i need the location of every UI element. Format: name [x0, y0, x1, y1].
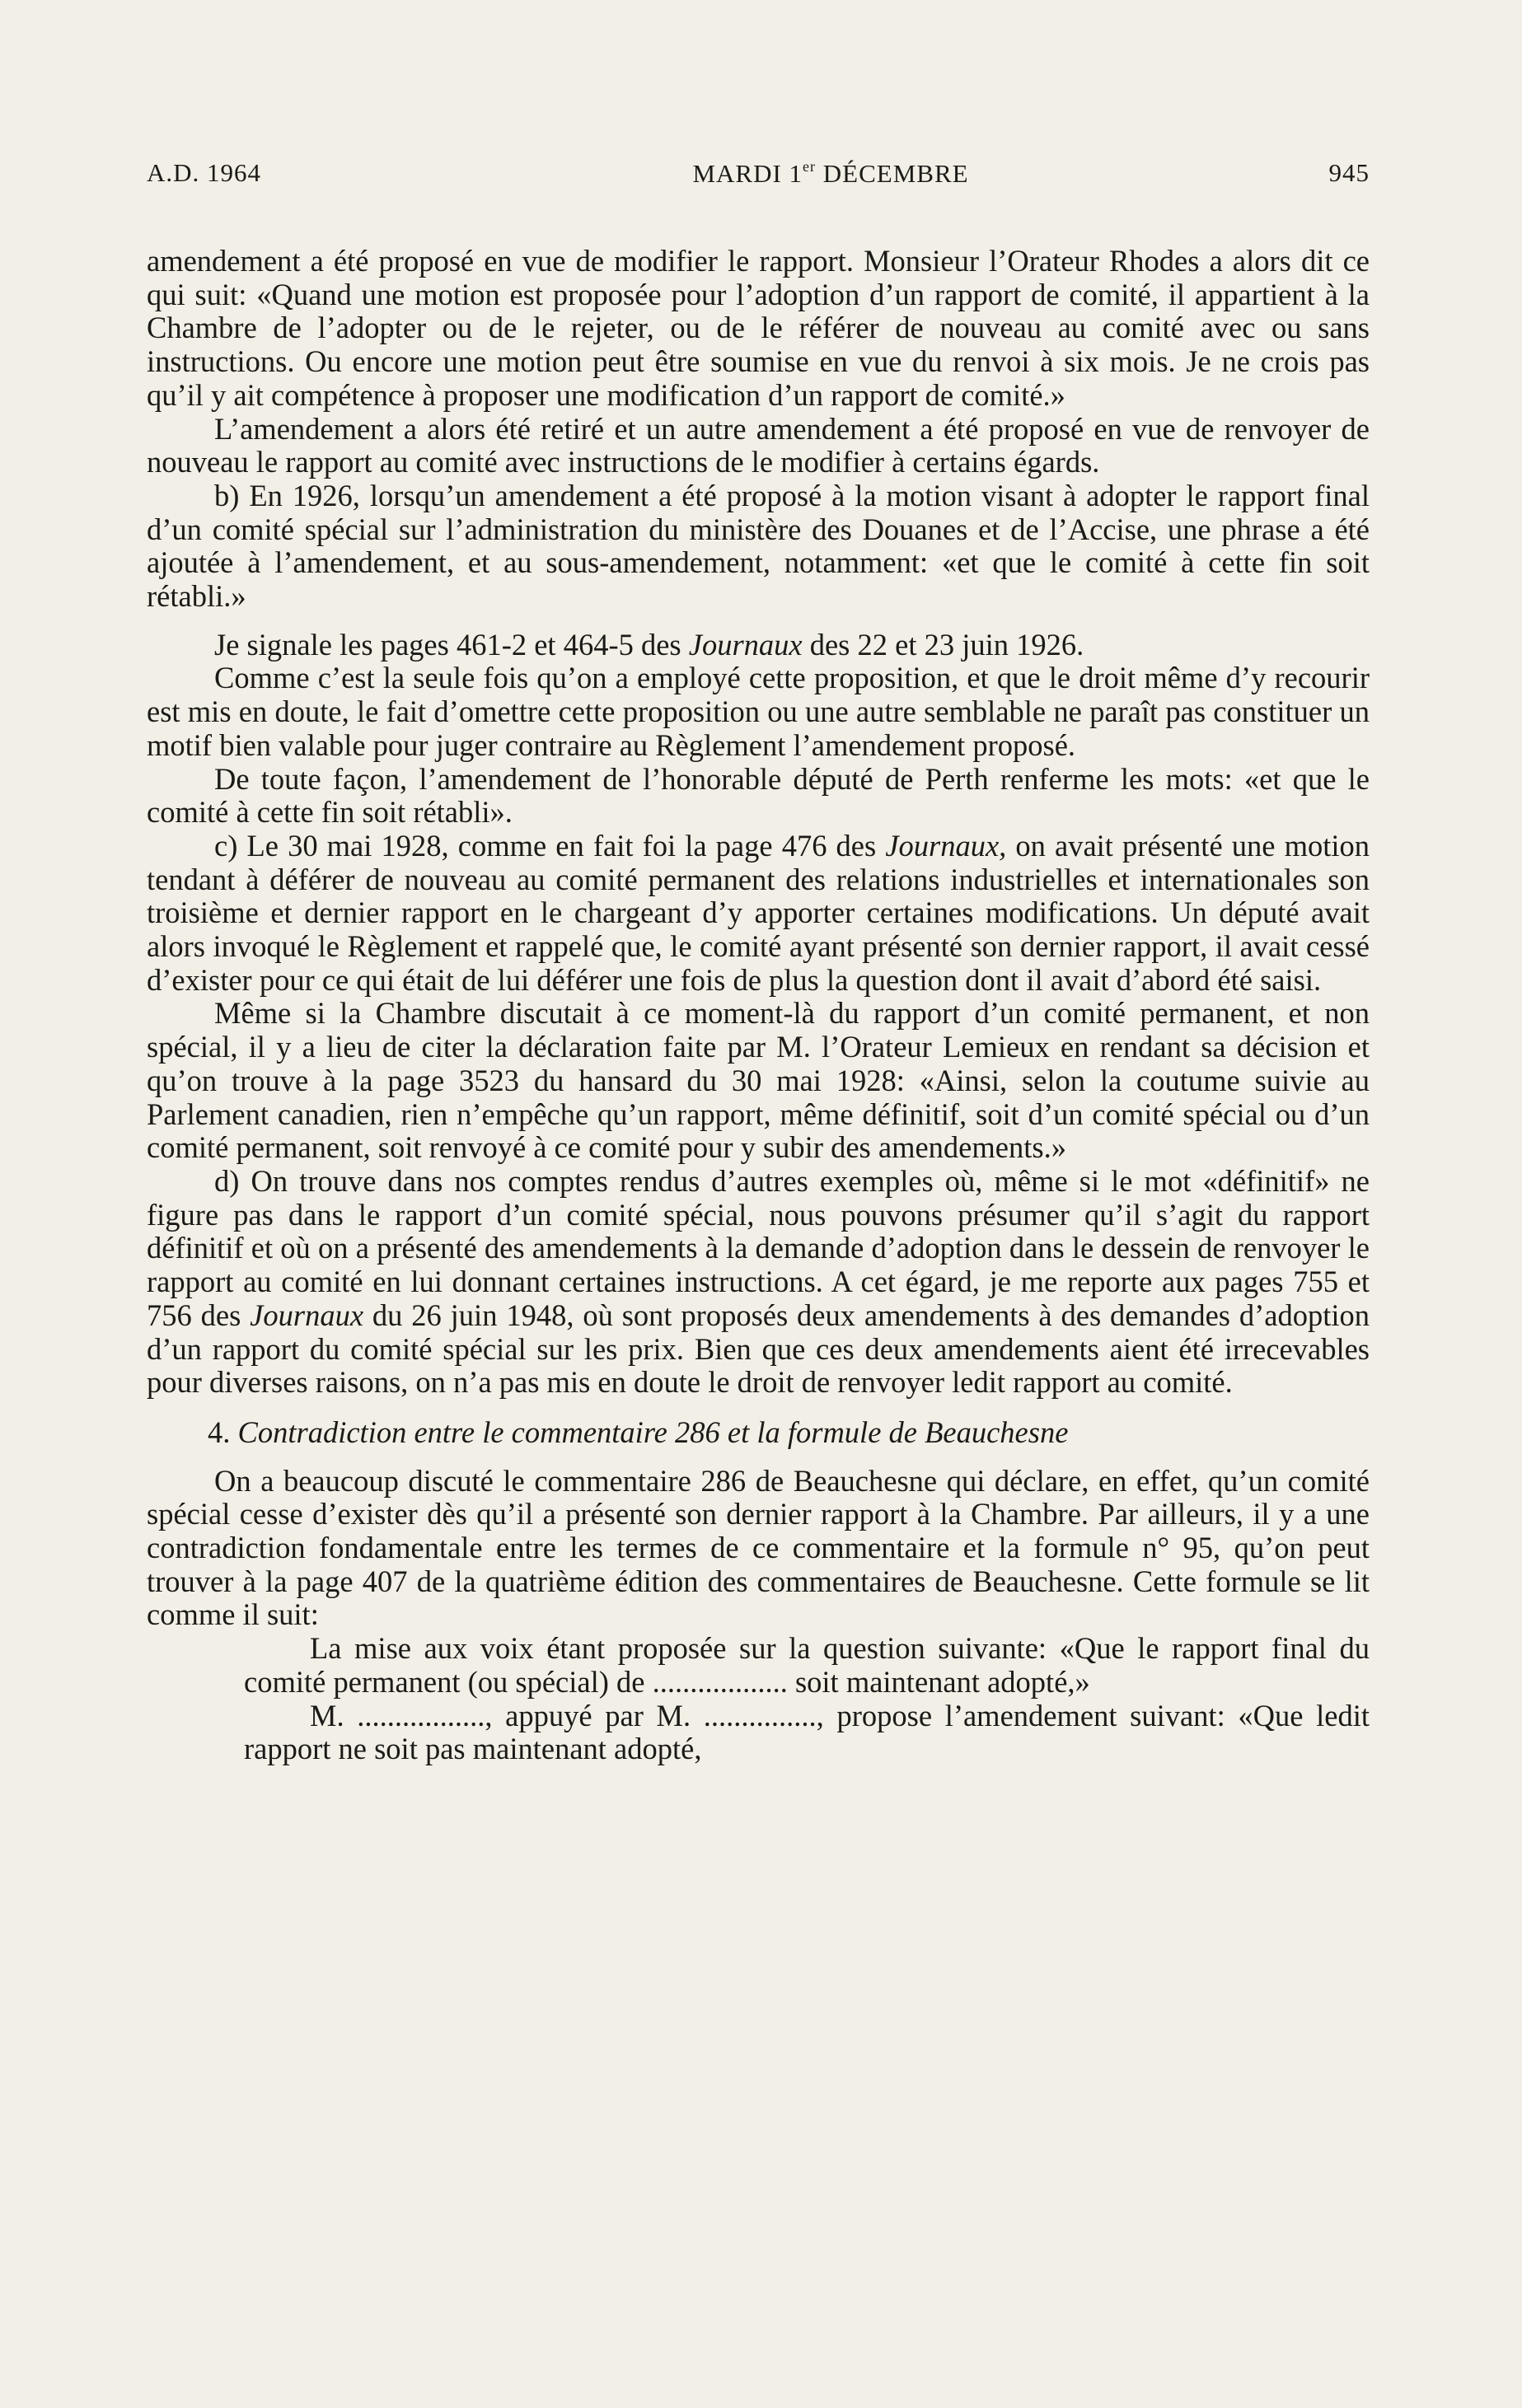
- paragraph-4: [147, 629, 1370, 662]
- paragraph-6: De toute façon, l’amendement de l’honorable député de Perth renferme les mots: «et que le comité à cette fin soit rétabli».: [147, 761, 1370, 830]
- paragraph-4-a: Je signale les pages 461-2 et 464-5 des: [214, 627, 689, 662]
- paragraph-2: L’amendement a alors été retiré et un autre amendement a été proposé en vue de renvoyer de nouveau le rapport au comité avec instructions de le modifier à certains égards.: [147, 411, 1370, 479]
- header-date-day: MARDI 1: [692, 159, 803, 188]
- section-heading: [147, 1416, 1370, 1450]
- paragraph-1: amendement a été proposé en vue de modifier le rapport. Monsieur l’Orateur Rhodes a alors dit ce qui suit: «Quand une motion est proposée pour l’adoption d’un rapport de comité, il appartient à la Chambre de l’adopter ou de le rejeter, ou de le référer de nouveau au comité avec ou sans instructions. Ou encore une motion peut être soumise en vue du renvoi à six mois. Je ne crois pas qu’il y ait compétence à proposer une modification d’un rapport de comité.»: [147, 244, 1370, 412]
- paragraph-8: Même si la Chambre discutait à ce moment-là du rapport d’un comité permanent, et non spécial, il y a lieu de citer la déclaration faite par M. l’Orateur Lemieux en rendant sa décision et qu’on trouve à la page 3523 du hansard du 30 mai 1928: «Ainsi, selon la coutume suivie au Parlement canadien, rien n’empêche qu’un rapport, même définitif, soit d’un comité spécial ou d’un comité permanent, soit renvoyé à ce comité pour y subir des amendements.»: [147, 996, 1370, 1165]
- paragraph-9-b: du 26 juin 1948, où sont proposés deux amendements à des demandes d’adoption d’un rapport du comité spécial sur les prix. Bien que ces deux amendements aient été irrecevables pour diverses raisons, on n’a pas mis en doute le droit de renvoyer ledit rapport au comité.: [147, 1298, 1370, 1400]
- header-year: A.D. 1964: [147, 158, 262, 187]
- page-number: 945: [1328, 158, 1370, 187]
- header-date-ordinal: er: [803, 158, 817, 175]
- paragraph-10: On a beaucoup discuté le commentaire 286 de Beauchesne qui déclare, en effet, qu’un comité spécial cesse d’exister dès qu’il a présenté son dernier rapport à la Chambre. Par ailleurs, il y a une contradiction fondamentale entre les termes de ce commentaire et la formule n° 95, qu’on peut trouver à la page 407 de la quatrième édition des commentaires de Beauchesne. Cette formule se lit comme il suit:: [147, 1463, 1370, 1632]
- paragraph-4-em: Journaux: [688, 627, 803, 662]
- paragraph-4-b: des 22 et 23 juin 1926.: [802, 627, 1084, 662]
- paragraph-9-a: d) On trouve dans nos comptes rendus d’autres exemples où, même si le mot «définitif» ne figure pas dans le rapport d’un comité spécial, nous pouvons présumer qu’il s’agit du rapport définitif et où on a présenté des amendements à la demande d’adoption dans le dessein de renvoyer le rapport au comité en lui donnant certaines instructions. A cet égard, je me reporte aux pages 755 et 756 des: [147, 1163, 1370, 1332]
- paragraph-9-em: Journaux: [250, 1298, 364, 1332]
- section-heading-text: Contradiction entre le commentaire 286 et la formule de Beauchesne: [237, 1414, 1069, 1449]
- paragraph-7: [147, 830, 1370, 998]
- header-date: [567, 158, 1094, 189]
- form-amendment: M. ................., appuyé par M. ..............., propose l’amendement suivant: «Que ledit rapport ne soit pas maintenant adopté,: [244, 1698, 1370, 1766]
- form-question: La mise aux voix étant proposée sur la question suivante: «Que le rapport final du comité permanent (ou spécial) de .................. soit maintenant adopté,»: [244, 1631, 1370, 1699]
- paragraph-3: b) En 1926, lorsqu’un amendement a été proposé à la motion visant à adopter le rapport final d’un comité spécial sur l’administration du ministère des Douanes et de l’Accise, une phrase a été ajoutée à l’amendement, et au sous-amendement, notamment: «et que le comité à cette fin soit rétabli.»: [147, 478, 1370, 614]
- paragraph-7-a: c) Le 30 mai 1928, comme en fait foi la page 476 des: [214, 828, 886, 863]
- body-text: [147, 245, 1370, 1766]
- paragraph-5: Comme c’est la seule fois qu’on a employé cette proposition, et que le droit même d’y recourir est mis en doute, le fait d’omettre cette proposition ou une autre semblable ne paraît pas constituer un motif bien valable pour juger contraire au Règlement l’amendement proposé.: [147, 661, 1370, 762]
- section-heading-number: 4.: [208, 1414, 231, 1449]
- header-date-month: DÉCEMBRE: [816, 159, 969, 188]
- paragraph-9: [147, 1165, 1370, 1400]
- paragraph-7-b: on avait présenté une motion tendant à déférer de nouveau au comité permanent des relations industrielles et internationales son troisième et dernier rapport en le chargeant d’y apporter certaines modifications. Un député avait alors invoqué le Règlement et rappelé que, le comité ayant présenté son dernier rapport, il avait cessé d’exister pour ce qui était de lui déférer une fois de plus la question dont il avait d’abord été saisi.: [147, 828, 1370, 997]
- paragraph-7-em: Journaux,: [885, 828, 1007, 863]
